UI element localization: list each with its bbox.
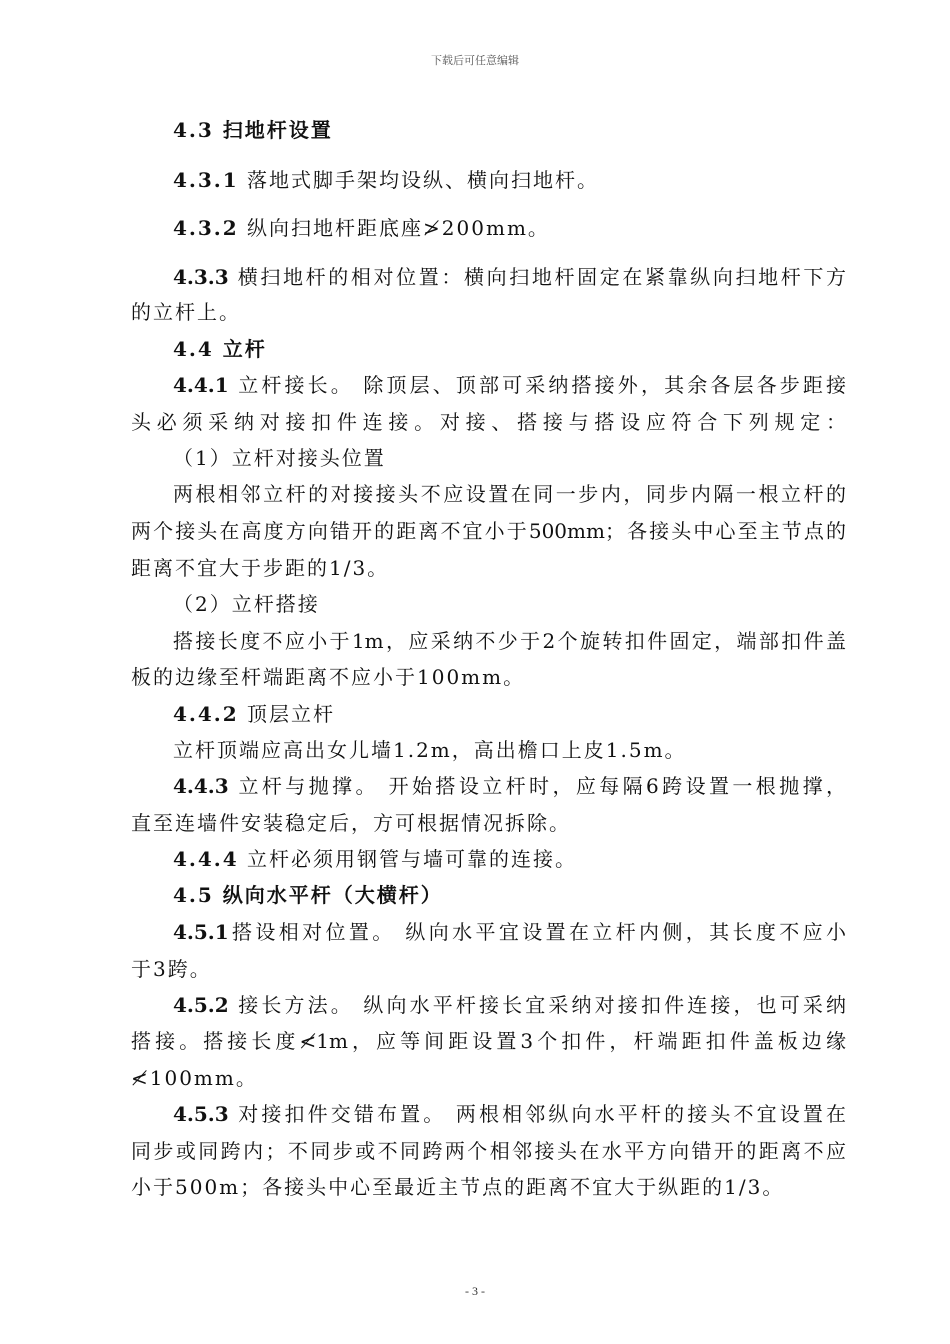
text-line: 板的边缘至杆端距离不应小于100mm。 <box>131 665 526 689</box>
clause-text: 对接扣件交错布置。 两根相邻纵向水平杆的接头不宜设置在 <box>238 1102 847 1126</box>
text-line: 于3跨。 <box>131 957 212 981</box>
text-line: 头必须采纳对接扣件连接。对接、搭接与搭设应符合下列规定： <box>131 410 846 434</box>
clause-number: 4.3.2 <box>173 216 239 240</box>
paragraph-4-3-1 <box>173 166 599 194</box>
text-line: 两根相邻立杆的对接接头不应设置在同一步内，同步内隔一根立杆的 <box>173 482 846 506</box>
clause-number: 4.4.2 <box>173 702 239 726</box>
paragraph-4-4-4 <box>173 845 577 873</box>
paragraph-4-5-1 <box>173 918 846 946</box>
text-line: 距离不宜大于步距的1/3。 <box>131 556 390 580</box>
clause-text: 落地式脚手架均设纵、横向扫地杆。 <box>247 168 600 192</box>
clause-number: 4.5.3 <box>173 1102 229 1126</box>
clause-number: 4.3.3 <box>173 265 229 289</box>
clause-number: 4.4.3 <box>173 774 229 798</box>
section-heading-4-3: 4.3 扫地杆设置 <box>173 118 333 142</box>
clause-text: 搭设相对位置。 纵向水平宜设置在立杆内侧，其长度不应小 <box>228 920 846 944</box>
text-line: 同步或同跨内；不同步或不同跨两个相邻接头在水平方向错开的距离不应 <box>131 1139 846 1163</box>
paragraph-4-4-3 <box>173 772 846 800</box>
sub-heading-2: （2）立杆搭接 <box>173 592 320 616</box>
clause-number: 4.5.2 <box>173 993 229 1017</box>
clause-text: 立杆接长。 除顶层、顶部可采纳搭接外，其余各层各步距接 <box>238 373 847 397</box>
clause-text: 纵向扫地杆距底座≯200mm。 <box>247 216 550 240</box>
section-heading-4-4: 4.4 立杆 <box>173 337 267 361</box>
paragraph-4-5-2 <box>173 991 846 1019</box>
paragraph-4-4-2 <box>173 700 335 728</box>
text-line: 立杆顶端应高出女儿墙1.2m，高出檐口上皮1.5m。 <box>173 738 687 762</box>
section-heading-4-5: 4.5 纵向水平杆（大横杆） <box>173 883 443 907</box>
paragraph-4-4-1 <box>173 371 846 399</box>
clause-number: 4.5.1 <box>173 920 229 944</box>
paragraph-4-5-3 <box>173 1100 846 1128</box>
paragraph-4-3-2 <box>173 214 550 242</box>
clause-number: 4.4.1 <box>173 373 229 397</box>
page-header: 下载后可任意编辑 <box>431 54 519 67</box>
text-line: 小于500m；各接头中心至最近主节点的距离不宜大于纵距的1/3。 <box>131 1175 785 1199</box>
text-line: 两个接头在高度方向错开的距离不宜小于500mm；各接头中心至主节点的 <box>131 519 846 543</box>
clause-number: 4.3.1 <box>173 168 239 192</box>
text-line: ≮100mm。 <box>131 1066 258 1090</box>
clause-text: 接长方法。 纵向水平杆接长宜采纳对接扣件连接，也可采纳 <box>238 993 847 1017</box>
clause-text: 立杆与抛撑。 开始搭设立杆时，应每隔6跨设置一根抛撑， <box>238 774 846 798</box>
text-line: 的立杆上。 <box>131 300 241 324</box>
clause-text: 顶层立杆 <box>247 702 336 726</box>
text-line: 直至连墙件安装稳定后，方可根据情况拆除。 <box>131 811 571 835</box>
text-line: 搭接长度不应小于1m，应采纳不少于2个旋转扣件固定，端部扣件盖 <box>173 629 846 653</box>
text-line: 搭接。搭接长度≮1m，应等间距设置3个扣件，杆端距扣件盖板边缘 <box>131 1029 846 1053</box>
paragraph-4-3-3 <box>173 263 846 291</box>
page-number: - 3 - <box>465 1284 485 1298</box>
clause-number: 4.4.4 <box>173 847 239 871</box>
sub-heading-1: （1）立杆对接头位置 <box>173 446 386 470</box>
clause-text: 横扫地杆的相对位置：横向扫地杆固定在紧靠纵向扫地杆下方 <box>237 265 847 289</box>
clause-text: 立杆必须用钢管与墙可靠的连接。 <box>247 847 578 871</box>
